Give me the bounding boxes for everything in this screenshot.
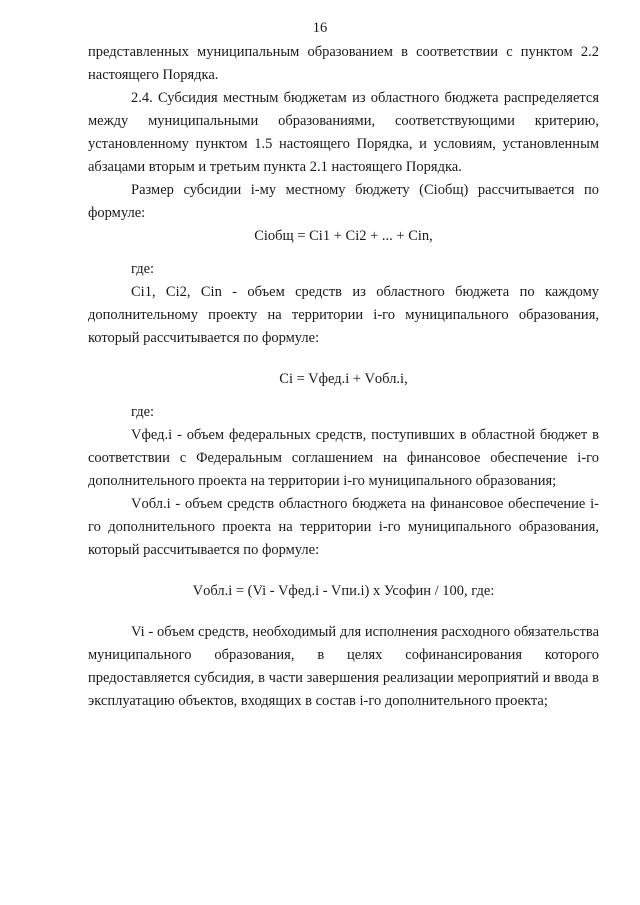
where-label: где: <box>131 261 155 277</box>
formula-total-subsidy: Сiобщ = Сi1 + Сi2 + ... + Сin, <box>254 228 433 244</box>
paragraph-ci-definition: Сi1, Сi2, Сin - объем средств из областного бюджета по каждому дополнительному проекту на территории i-го муниципального образования, который рассчитывается по формуле: <box>88 284 599 346</box>
where-label: где: <box>131 404 155 420</box>
formula-ci: Сi = Vфед.i + Vобл.i, <box>279 371 408 387</box>
paragraph-2-4: 2.4. Субсидия местным бюджетам из областного бюджета распределяется между муниципальными образованиями, соответствующими критерию, установленному пунктом 1.5 настоящего Порядка, и условиям, установленным абзацами вторым и третьим пункта 2.1 настоящего Порядка. <box>88 90 599 175</box>
paragraph-subsidy-size: Размер субсидии i-му местному бюджету (Сiобщ) рассчитывается по формуле: <box>88 182 599 221</box>
paragraph-continuation: представленных муниципальным образованием в соответствии с пунктом 2.2 настоящего Порядка. <box>88 44 599 83</box>
document-body <box>88 41 599 713</box>
paragraph-vobl-definition: Vобл.i - объем средств областного бюджета на финансовое обеспечение i-го дополнительного проекта на территории i-го муниципального образования, который рассчитывается по формуле: <box>88 496 599 558</box>
paragraph-vfed-definition: Vфед.i - объем федеральных средств, поступивших в областной бюджет в соответствии с Федеральным соглашением на финансовое обеспечение i-го дополнительного проекта на территории i-го муниципального образования; <box>88 427 599 489</box>
paragraph-vi-definition: Vi - объем средств, необходимый для исполнения расходного обязательства муниципального образования, в целях софинансирования которого предоставляется субсидия, в части завершения реализации мероприятий и ввода в эксплуатацию объектов, входящих в состав i-го дополнительного проекта; <box>88 624 599 709</box>
page-number: 16 <box>312 20 328 36</box>
formula-vobl: Vобл.i = (Vi - Vфед.i - Vпи.i) x Усофин / 100, где: <box>192 583 495 599</box>
